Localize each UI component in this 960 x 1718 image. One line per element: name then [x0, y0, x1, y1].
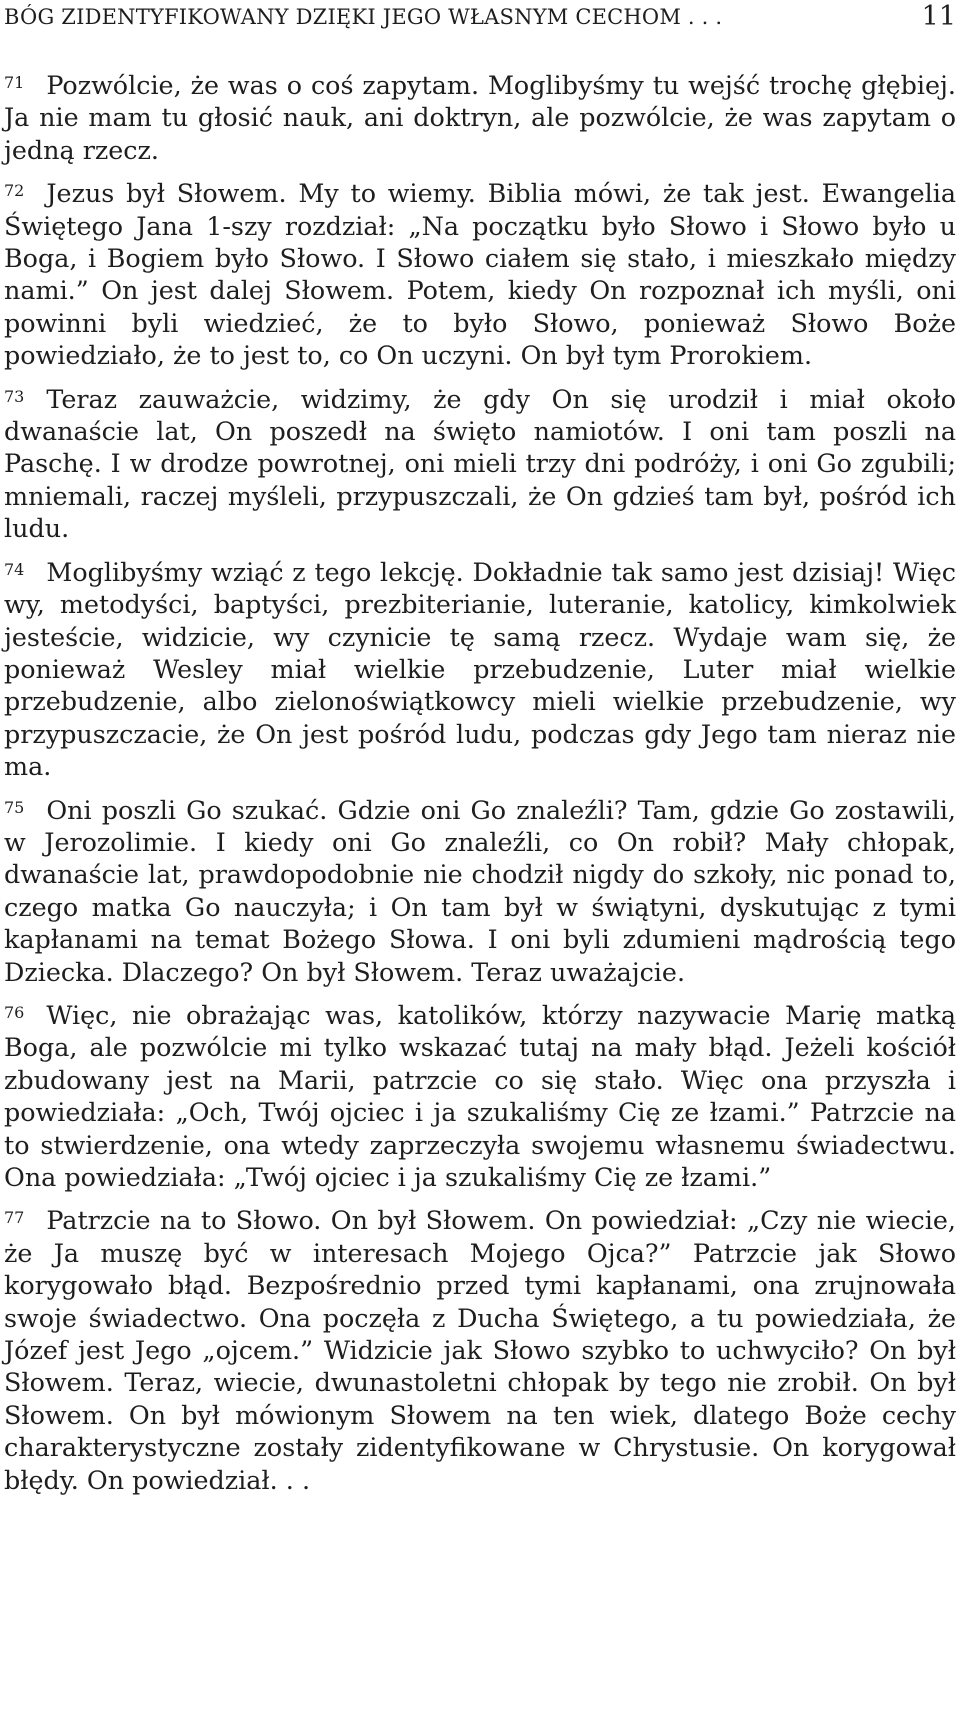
document-page [4, 0, 956, 1505]
paragraph-77 [4, 1202, 956, 1496]
paragraph-number: 71 [4, 73, 25, 92]
paragraph-text: Patrzcie na to Słowo. On był Słowem. On powiedział: „Czy nie wiecie, że Ja muszę być w interesach Mojego Ojca?” Patrzcie jak Słowo korygowało błąd. Bezpośrednio przed tymi kapłanami, ona zrujnowała swoje świadectwo. Ona poczęła z Ducha Świętego, a tu powiedziała, że Józef jest Jego „ojcem.” Widzicie jak Słowo szybko to uchwyciło? On był Słowem. Teraz, wiecie, dwunastoletni chłopak by tego nie zrobił. On był Słowem. On był mówionym Słowem na ten wiek, dlatego Boże cechy charakterystyczne zostały zidentyfikowane w Chrystusie. On korygował błędy. On powiedział. . . [4, 1205, 956, 1495]
paragraph-number: 72 [4, 181, 25, 201]
paragraph-76 [4, 997, 956, 1193]
paragraph-text: Moglibyśmy wziąć z tego lekcję. Dokładnie tak samo jest dzisiaj! Więc wy, metodyści, baptyści, prezbiterianie, luteranie, katolicy, kimkolwiek jesteście, widzicie, wy czynicie tę samą rzecz. Wydaje wam się, że ponieważ Wesley miał wielkie przebudzenie, Luter miał wielkie przebudzenie, albo zielonoświątkowcy mieli wielkie przebudzenie, wy przypuszczacie, że On jest pośród ludu, podczas gdy Jego tam nieraz nie ma. [4, 556, 956, 782]
paragraph-text: Oni poszli Go szukać. Gdzie oni Go znaleźli? Tam, gdzie Go zostawili, w Jerozolimie. I kiedy oni Go znaleźli, co On robił? Mały chłopak, dwanaście lat, prawdopodobnie nie chodził nigdy do szkoły, nic ponad to, czego matka Go nauczyła; i On tam był w świątyni, dyskutując z tymi kapłanami na temat Bożego Słowa. I oni byli zdumieni mądrością tego Dziecka. Dlaczego? On był Słowem. Teraz uważajcie. [4, 794, 956, 987]
paragraph-number: 77 [4, 1208, 25, 1228]
paragraph-number: 74 [4, 559, 25, 579]
paragraph-number: 76 [4, 1002, 25, 1022]
running-title: BÓG ZIDENTYFIKOWANY DZIĘKI JEGO WŁASNYM CECHOM . . . [4, 5, 723, 29]
paragraph-text: Pozwólcie, że was o coś zapytam. Moglibyśmy tu wejść trochę głębiej. Ja nie mam tu głosić nauk, ani doktryn, ale pozwólcie, że was zapytam o jedną rzecz. [4, 70, 956, 165]
paragraph-71 [4, 67, 956, 166]
paragraph-number: 73 [4, 386, 25, 406]
body-text [4, 67, 956, 1496]
paragraph-74 [4, 554, 956, 783]
paragraph-number: 75 [4, 797, 25, 817]
paragraph-text: Teraz zauważcie, widzimy, że gdy On się urodził i miał około dwanaście lat, On poszedł na święto namiotów. I oni tam poszli na Paschę. I w drodze powrotnej, oni mieli trzy dni podróży, i oni Go zgubili; mniemali, raczej myśleli, przypuszczali, że On gdzieś tam był, pośród ich ludu. [4, 383, 956, 544]
paragraph-75 [4, 792, 956, 988]
paragraph-text: Jezus był Słowem. My to wiemy. Biblia mówi, że tak jest. Ewangelia Świętego Jana 1-szy rozdział: „Na początku było Słowo i Słowo było u Boga, i Bogiem było Słowo. I Słowo ciałem się stało, i mieszkało między nami.” On jest dalej Słowem. Potem, kiedy On rozpoznał ich myśli, oni powinni byli wiedzieć, że to było Słowo, ponieważ Słowo Boże powiedziało, że to jest to, co On uczyni. On był tym Prorokiem. [4, 178, 956, 371]
page-number: 11 [921, 1, 956, 32]
paragraph-73 [4, 381, 956, 545]
running-header [4, 0, 956, 52]
paragraph-text: Więc, nie obrażając was, katolików, którzy nazywacie Marię matką Boga, ale pozwólcie mi tylko wskazać tutaj na mały błąd. Jeżeli kościół zbudowany jest na Marii, patrzcie co się stało. Więc ona przyszła i powiedziała: „Och, Twój ojciec i ja szukaliśmy Cię ze łzami.” Patrzcie na to stwierdzenie, ona wtedy zaprzeczyła swojemu własnemu świadectwu. Ona powiedziała: „Twój ojciec i ja szukaliśmy Cię ze łzami.” [4, 999, 956, 1192]
paragraph-72 [4, 175, 956, 371]
